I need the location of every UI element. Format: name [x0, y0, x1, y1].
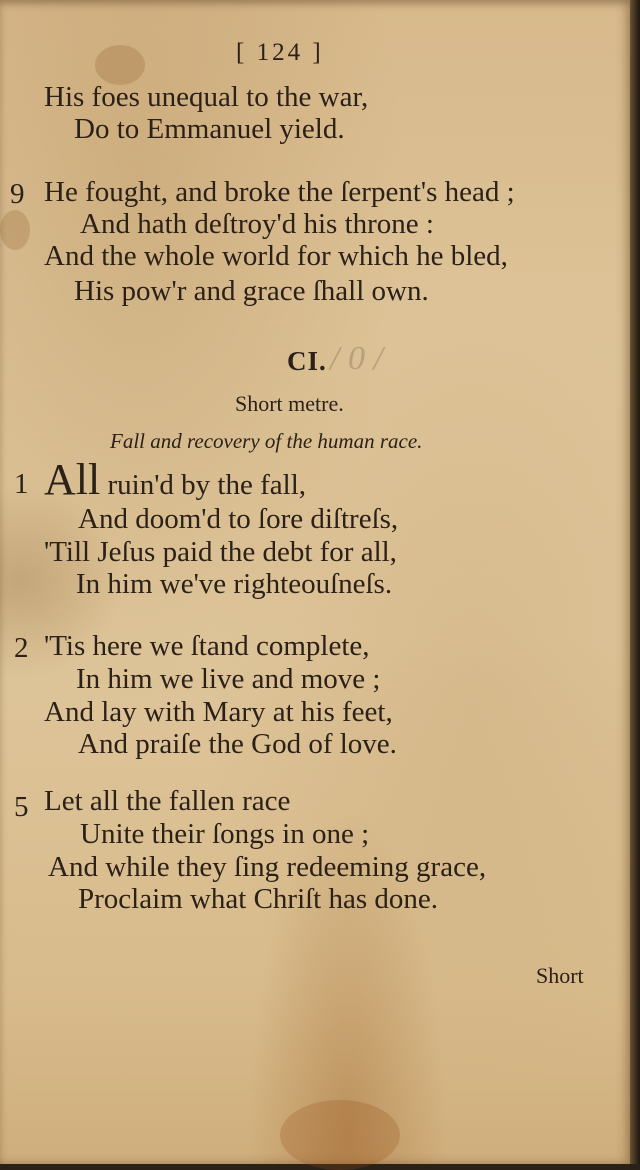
age-stain	[280, 1100, 400, 1170]
verse-line: And praiſe the God of love.	[78, 728, 397, 760]
page-edge-shadow	[630, 0, 640, 1164]
verse-line: His pow'r and grace ſhall own.	[74, 275, 429, 307]
catchword: Short	[536, 963, 584, 988]
hymn-meter: Short metre.	[235, 391, 344, 416]
page-number-header: [ 124 ]	[236, 39, 324, 66]
stanza-number: 2	[14, 632, 29, 664]
verse-line-rest: ruin'd by the fall,	[100, 469, 306, 501]
hymn-title: CI.	[287, 346, 327, 376]
verse-line: And while they ſing redeeming grace,	[48, 851, 487, 883]
hymn-subject: Fall and recovery of the human race.	[110, 429, 423, 453]
verse-line: Do to Emmanuel yield.	[74, 113, 345, 145]
verse-line: His foes unequal to the war,	[44, 81, 369, 113]
verse-line: Unite their ſongs in one ;	[80, 818, 370, 850]
drop-cap: All	[44, 455, 101, 504]
age-stain	[0, 210, 30, 250]
verse-line: 'Tis here we ſtand complete,	[44, 630, 370, 662]
verse-line: And doom'd to ſore diſtreſs,	[78, 503, 399, 535]
verse-line: In him we've righteouſneſs.	[76, 568, 393, 600]
pencil-mark: / 0 /	[330, 340, 383, 377]
verse-line: 'Till Jeſus paid the debt for all,	[44, 536, 397, 568]
verse-line: Proclaim what Chriſt has done.	[78, 883, 439, 915]
verse-line: And lay with Mary at his feet,	[44, 696, 393, 728]
verse-line-first	[44, 455, 306, 504]
verse-line: He fought, and broke the ſerpent's head ;	[44, 176, 515, 208]
verse-line: And the whole world for which he bled,	[44, 240, 508, 272]
age-stain	[95, 45, 145, 85]
verse-line: In him we live and move ;	[76, 663, 381, 695]
stanza-number: 9	[10, 178, 25, 210]
verse-line: And hath deſtroy'd his throne :	[80, 208, 434, 240]
stanza-number: 1	[14, 468, 29, 500]
verse-line: Let all the fallen race	[44, 785, 291, 817]
stanza-number: 5	[14, 791, 29, 823]
